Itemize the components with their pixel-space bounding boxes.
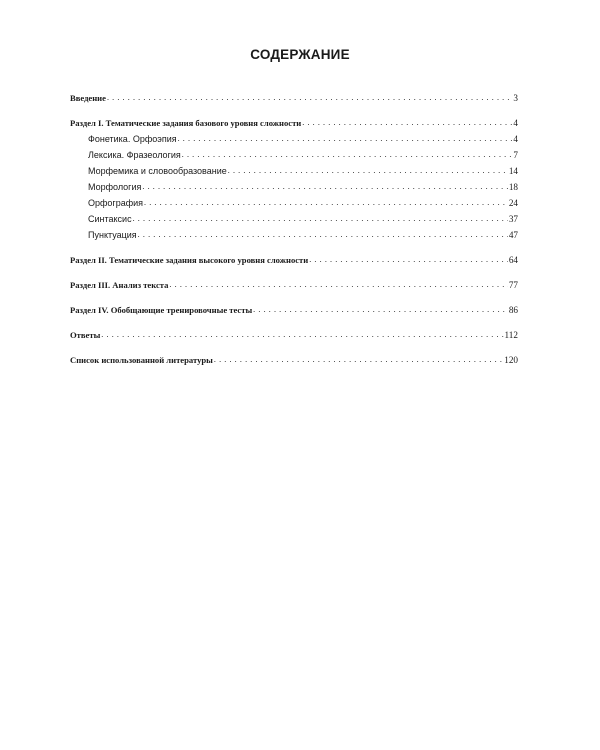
dot-leader [302, 117, 512, 129]
toc-entry-label: Раздел IV. Обобщающие тренировочные тесты [70, 305, 253, 315]
dot-leader [253, 304, 508, 316]
toc-entry-label: Орфография [88, 198, 144, 208]
table-of-contents [70, 0, 518, 750]
toc-entry-page: 24 [508, 198, 518, 208]
dot-leader [138, 229, 508, 241]
dot-leader [144, 197, 508, 209]
toc-entry-label: Ответы [70, 330, 101, 340]
toc-entry-section-1[interactable] [70, 113, 518, 129]
toc-entry-page: 37 [508, 214, 518, 224]
toc-entry-section-3[interactable] [70, 275, 518, 291]
toc-entry-label: Пунктуация [88, 230, 137, 240]
toc-subentry-orthography[interactable] [88, 193, 518, 209]
page-title: СОДЕРЖАНИЕ [250, 47, 350, 62]
toc-subentry-syntax[interactable] [88, 209, 518, 225]
toc-entry-page: 47 [508, 230, 518, 240]
dot-leader [228, 165, 508, 177]
toc-entry-page: 7 [513, 150, 518, 160]
toc-entry-page: 18 [508, 182, 518, 192]
dot-leader [214, 354, 503, 366]
toc-entry-label: Фонетика. Орфоэпия [88, 134, 177, 144]
toc-subentry-phonetics[interactable] [88, 129, 518, 145]
toc-subentry-lexicon[interactable] [88, 145, 518, 161]
dot-leader [133, 213, 508, 225]
dot-leader [169, 279, 507, 291]
toc-entry-label: Раздел I. Тематические задания базового уровня сложности [70, 118, 302, 128]
toc-entry-introduction[interactable] [70, 88, 518, 104]
toc-entry-section-4[interactable] [70, 300, 518, 316]
toc-entry-page: 4 [513, 134, 518, 144]
toc-entry-label: Лексика. Фразеология [88, 150, 181, 160]
toc-entry-page: 4 [513, 118, 518, 128]
toc-entry-page: 64 [508, 255, 518, 265]
toc-entry-bibliography[interactable] [70, 350, 518, 366]
toc-entry-page: 86 [508, 305, 518, 315]
toc-entry-section-2[interactable] [70, 250, 518, 266]
toc-entry-label: Морфемика и словообразование [88, 166, 227, 176]
dot-leader [107, 92, 512, 104]
toc-subentry-morphology[interactable] [88, 177, 518, 193]
toc-entry-page: 14 [508, 166, 518, 176]
toc-entry-label: Список использованной литературы [70, 355, 213, 365]
toc-entry-label: Введение [70, 93, 106, 103]
toc-subentry-punctuation[interactable] [88, 225, 518, 241]
toc-entry-label: Раздел II. Тематические задания высокого уровня сложности [70, 255, 309, 265]
toc-entry-page: 77 [508, 280, 518, 290]
dot-leader [142, 181, 507, 193]
toc-entry-label: Морфология [88, 182, 142, 192]
toc-subentry-morphemics[interactable] [88, 161, 518, 177]
dot-leader [309, 254, 508, 266]
dot-leader [182, 149, 513, 161]
toc-entry-label: Раздел III. Анализ текста [70, 280, 169, 290]
toc-entry-page: 3 [513, 93, 518, 103]
toc-entry-page: 112 [504, 330, 518, 340]
dot-leader [101, 329, 503, 341]
dot-leader [178, 133, 513, 145]
toc-entry-answers[interactable] [70, 325, 518, 341]
toc-entry-label: Синтаксис [88, 214, 132, 224]
toc-entry-page: 120 [504, 355, 518, 365]
